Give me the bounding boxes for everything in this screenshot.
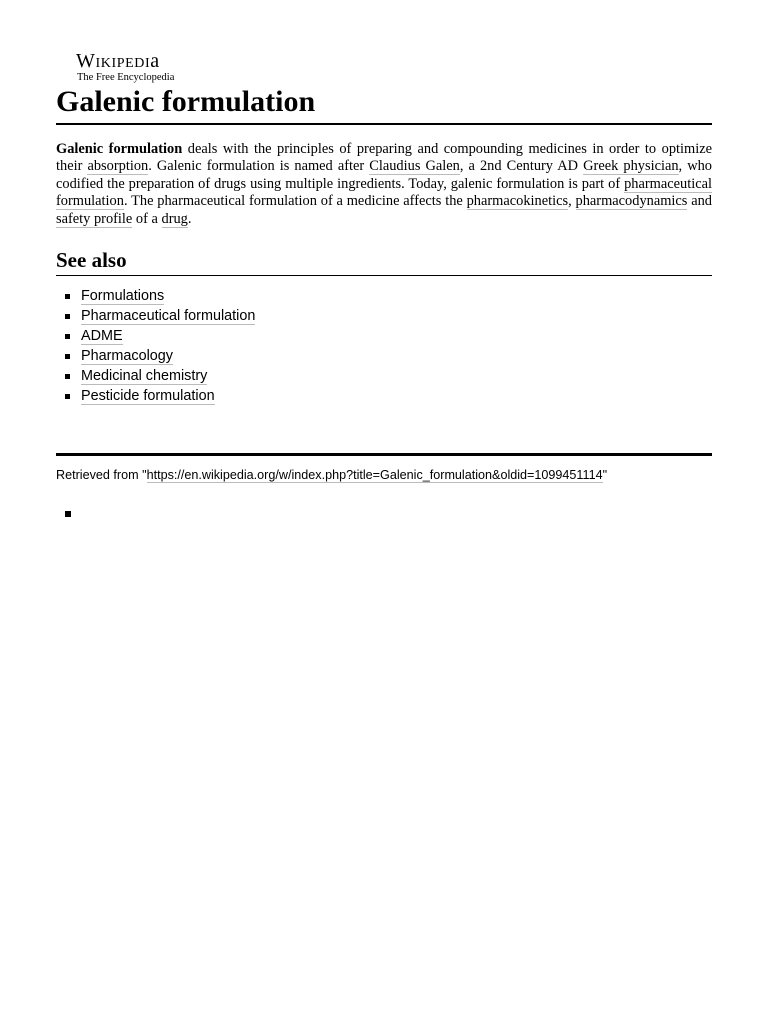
link-greek-physician[interactable]: Greek physician (583, 158, 679, 175)
list-item (64, 286, 255, 306)
list-item (64, 366, 255, 386)
bullet-icon (65, 374, 70, 379)
retrieved-from-note (56, 467, 716, 484)
lead-text: , who codified the preparation of drugs using multiple ingredients. Today, galenic formulation is part of (56, 158, 712, 192)
wikipedia-logo[interactable] (76, 51, 196, 84)
see-also-link-pharmacology[interactable]: Pharmacology (81, 348, 173, 364)
logo-wordmark-end: a (150, 50, 160, 72)
see-also-link-formulations[interactable]: Formulations (81, 288, 165, 304)
empty-list-bullet-icon (65, 511, 71, 517)
logo-tagline: The Free Encyclopedia (77, 72, 175, 83)
lead-text: , a 2nd Century AD (459, 158, 584, 175)
lead-text: of a (132, 210, 162, 227)
lead-text: and (687, 193, 712, 210)
bullet-icon (65, 394, 70, 399)
link-absorption[interactable]: absorption (87, 158, 149, 175)
footer-prefix: Retrieved from " (56, 468, 147, 482)
bullet-icon (65, 314, 70, 319)
lead-text: . Galenic formulation is named after (148, 158, 370, 175)
list-item (64, 306, 255, 326)
link-safety-profile[interactable]: safety profile (56, 210, 133, 227)
link-claudius-galen[interactable]: Claudius Galen (369, 158, 460, 175)
bullet-icon (65, 294, 70, 299)
see-also-heading: See also (56, 246, 712, 276)
lead-text: . (187, 210, 192, 227)
see-also-list (64, 286, 255, 406)
link-drug[interactable]: drug (161, 210, 188, 227)
link-pharmaceutical-formulation[interactable]: pharmaceutical formulation (56, 175, 712, 210)
link-pharmacodynamics[interactable]: pharmacodynamics (575, 193, 688, 210)
lead-bold-term: Galenic formulation (56, 141, 183, 157)
see-also-link-medicinal-chemistry[interactable]: Medicinal chemistry (81, 368, 208, 384)
footer-divider (56, 453, 712, 456)
see-also-link-adme[interactable]: ADME (81, 328, 123, 344)
list-item (64, 386, 255, 406)
bullet-icon (65, 334, 70, 339)
footer-suffix: " (602, 468, 608, 482)
list-item (64, 346, 255, 366)
lead-text: deals with the principles of preparing and compounding medicines in order to optimize their (56, 141, 712, 175)
list-item (64, 326, 255, 346)
logo-wordmark (76, 51, 196, 71)
see-also-link-pharmaceutical-formulation[interactable]: Pharmaceutical formulation (81, 308, 256, 324)
bullet-icon (65, 354, 70, 359)
lead-text: . The pharmaceutical formulation of a medicine affects the (123, 193, 467, 210)
see-also-link-pesticide-formulation[interactable]: Pesticide formulation (81, 388, 215, 404)
logo-wordmark-main: Wikipedi (76, 50, 151, 72)
lead-paragraph (56, 141, 712, 228)
lead-text: , (568, 193, 576, 210)
retrieved-url-link[interactable]: https://en.wikipedia.org/w/index.php?title=Galenic_formulation&oldid=1099451114 (146, 468, 603, 482)
link-pharmacokinetics[interactable]: pharmacokinetics (466, 193, 569, 210)
page-title: Galenic formulation (56, 84, 712, 125)
